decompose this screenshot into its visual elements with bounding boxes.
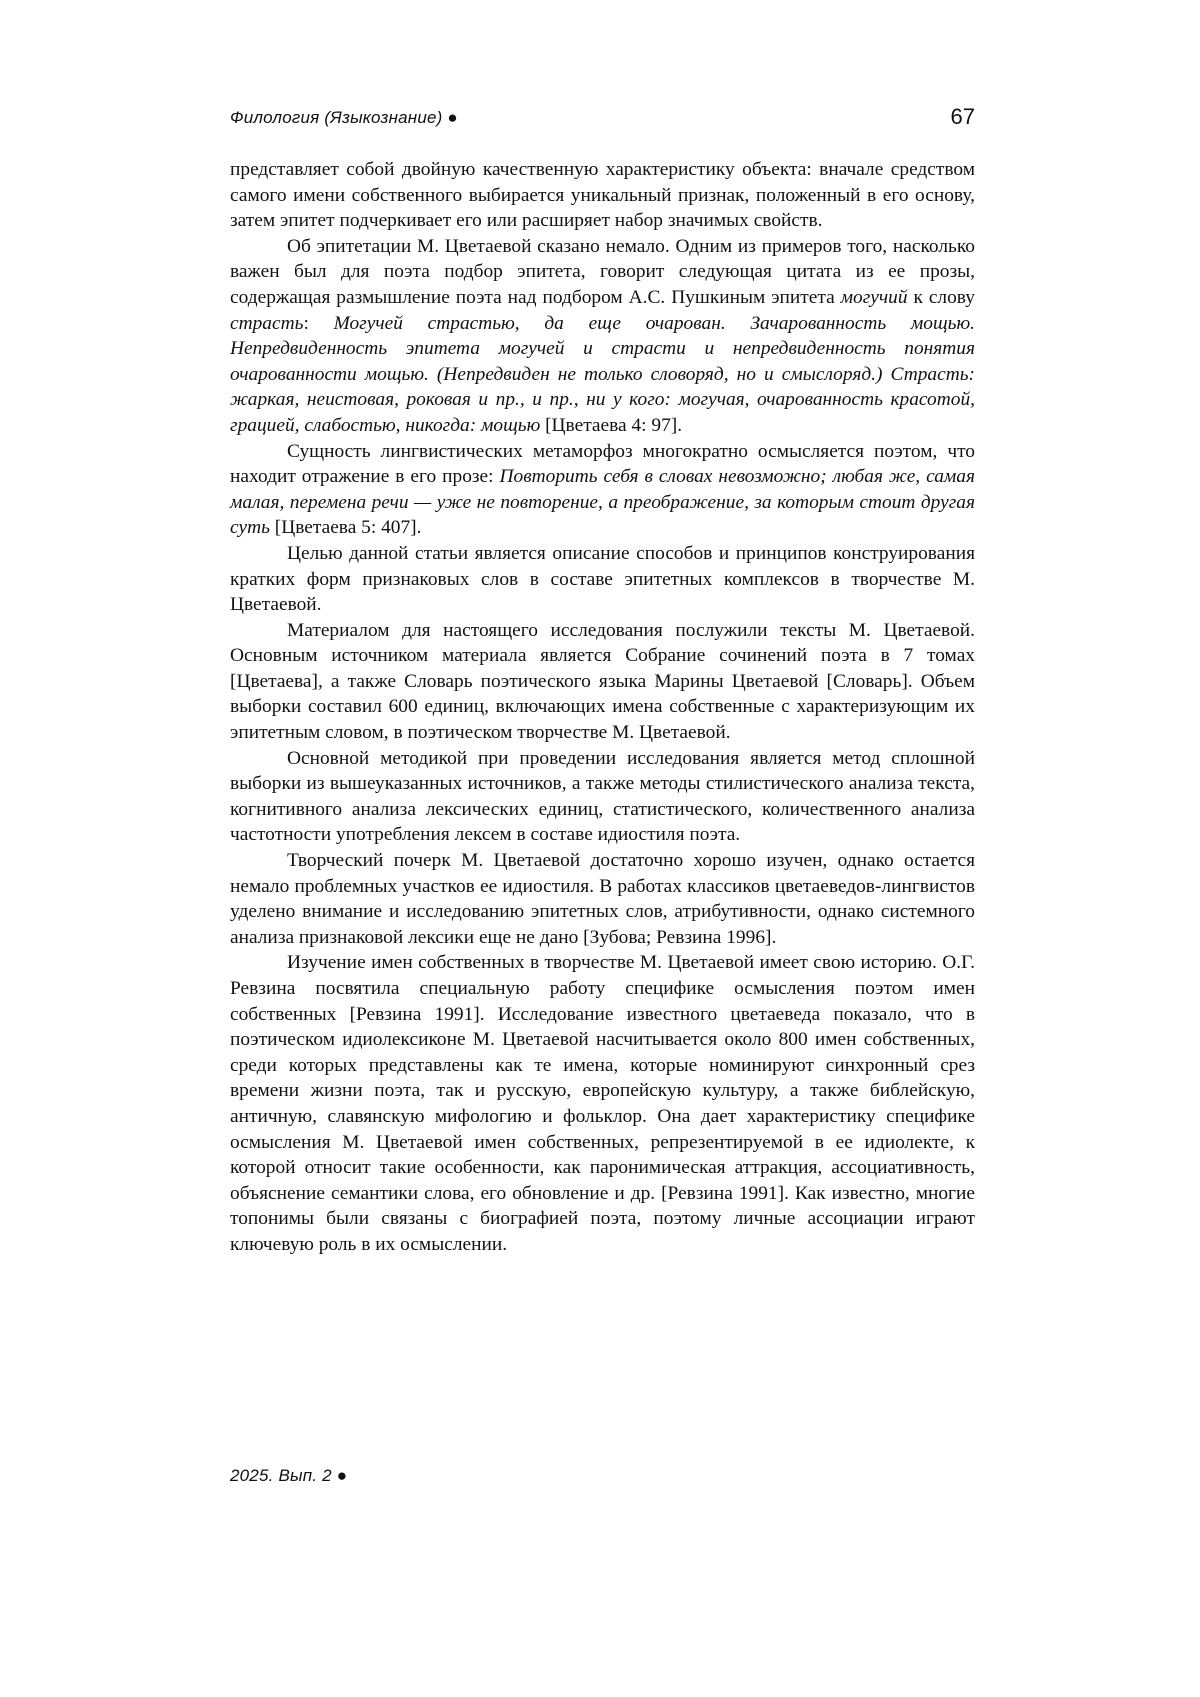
text-run: [Цветаева 4: 97]. [540,414,683,436]
text-run: Основной методикой при проведении исследования является метод сплошной выборки из вышеуказанных источников, а также методы стилистического анализа текста, когнитивного анализа лексических единиц, статистического, количественного анализа частотности употребления лексем в составе идиостиля поэта. [230,747,975,846]
text-run: Изучение имен собственных в творчестве М. Цветаевой имеет свою историю. О.Г. Ревзина посвятила специальную работу специфике осмысления поэтом имен собственных [Ревзина 1991]. Исследование известного цветаеведа показало, что в поэтическом идиолексиконе М. Цветаевой насчитывается около 800 имен собственных, среди которых представлены как те имена, которые номинируют синхронный срез времени жизни поэта, так и русскую, европейскую культуру, а также библейскую, античную, славянскую мифологию и фольклор. Она дает характеристику специфике осмысления М. Цветаевой имен собственных, репрезентируемой в ее идиолекте, к которой относит такие особенности, как паронимическая аттракция, ассоциативность, объяснение семантики слова, его обновление и др. [Ревзина 1991]. Как известно, многие топонимы были связаны с биографией поэта, поэтому личные ассоциации играют ключевую роль в их осмыслении. [230,952,975,1255]
text-run: представляет собой двойную качественную характеристику объекта: вначале средством самого имени собственного выбирается уникальный признак, положенный в его основу, затем эпитет подчеркивает его или расширяет набор значимых свойств. [230,159,975,232]
issue-footer: 2025. Вып. 2 ● [230,1466,348,1485]
paragraph [230,950,975,1257]
text-run: Творческий почерк М. Цветаевой достаточно хорошо изучен, однако остается немало проблемных участков ее идиостиля. В работах классиков цветаеведов-лингвистов уделено внимание и исследованию эпитетных слов, атрибутивности, однако системного анализа признаковой лексики еще не дано [Зубова; Ревзина 1996]. [230,850,975,948]
text-run: Материалом для настоящего исследования послужили тексты М. Цветаевой. Основным источником материала является Собрание сочинений поэта в 7 томах [Цветаева], а также Словарь поэтического языка Марины Цветаевой [Словарь]. Объем выборки составил 600 единиц, включающих имена собственные с характеризующим их эпитетным словом, в поэтическом творчестве М. Цветаевой. [230,619,975,744]
paragraph [230,234,975,439]
text-run: : [303,312,334,334]
page-number: 67 [950,104,975,129]
italic-text-run: Могучей страстью, да еще очарован. Зачарованность мощью. Непредвиденность эпитета могучей и страсти и непредвиденность понятия очарованности мощью. (Непредвиден не только словоряд, но и смыслоряд.) Страсть: жаркая, неистовая, роковая и пр., и пр., ни у кого: могучая, очарованность красотой, грацией, слабостью, никогда: мощью [230,312,975,436]
text-run: Целью данной статьи является описание способов и принципов конструирования кратких форм признаковых слов в составе эпитетных комплексов в творчестве М. Цветаевой. [230,542,975,616]
paragraph [230,541,975,618]
text-run: Сущность лингвистических метаморфоз многократно осмысляется поэтом, что находит отражение в его прозе: [230,440,975,488]
text-run: к слову [907,286,975,308]
text-run: Об эпитетации М. Цветаевой сказано немало. Одним из примеров того, насколько важен был для поэта подбор эпитета, говорит следующая цитата из ее прозы, содержащая размышление поэта над подбором А.С. Пушкиным эпитета [230,235,975,308]
paragraph [230,439,975,541]
italic-text-run: могучий [840,286,908,308]
paragraph [230,157,975,234]
italic-text-run: Повторить себя в словах невозможно; любая же, самая малая, перемена речи — уже не повторение, а преображение, за которым стоит другая суть [230,466,976,539]
running-head [230,104,975,134]
paragraph [230,618,975,746]
article-body [230,157,975,1258]
paragraph [230,848,975,950]
journal-title: Филология (Языкознание) ● [230,108,458,127]
paragraph [230,746,975,848]
italic-text-run: страсть [230,312,304,334]
text-run: [Цветаева 5: 407]. [269,517,422,539]
